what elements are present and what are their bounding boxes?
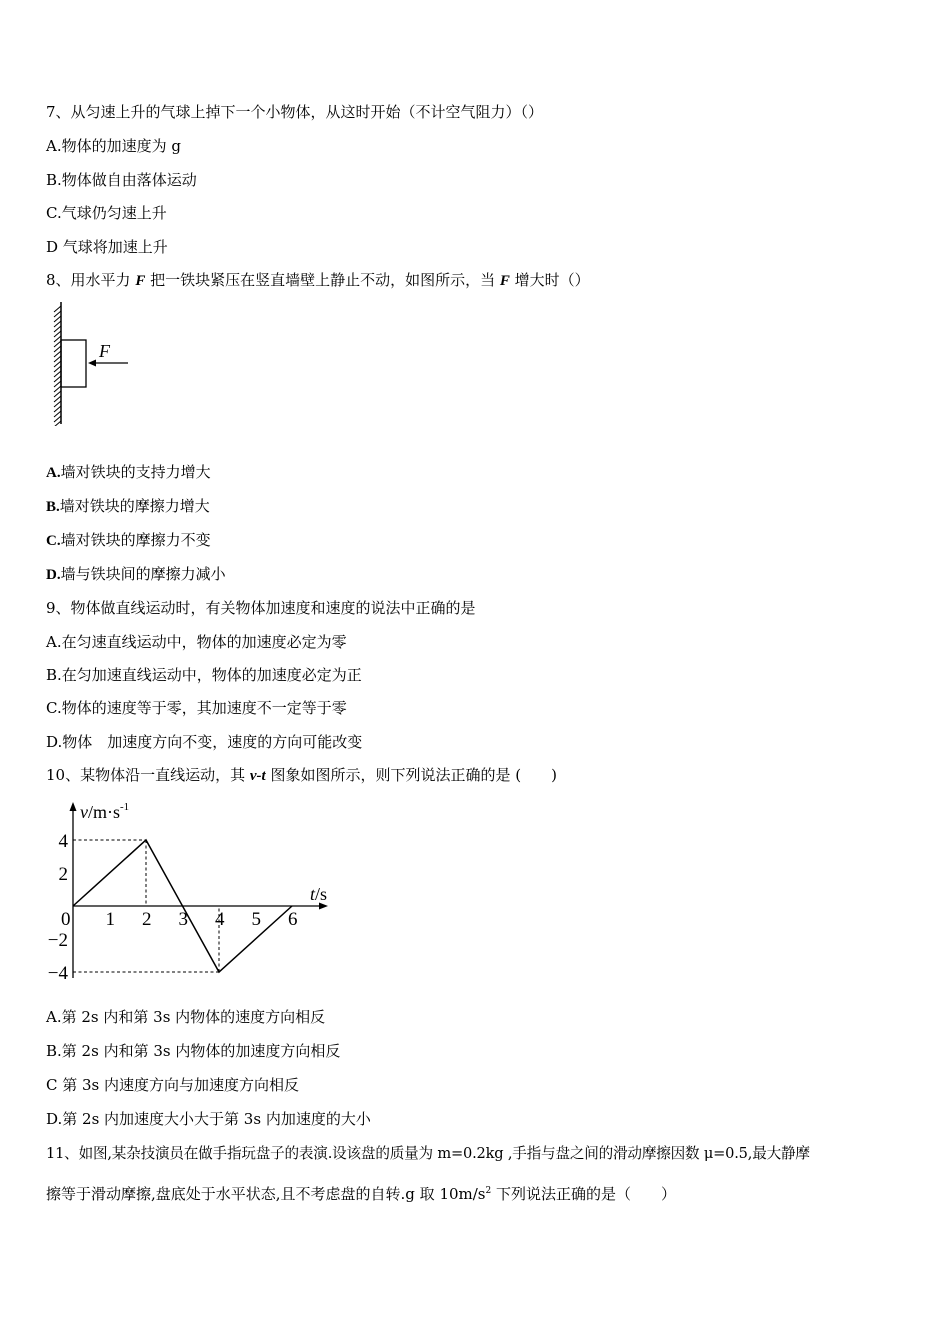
q9-option-b: B.在匀加速直线运动中，物体的加速度必定为正 — [46, 666, 362, 684]
q8-option-d-text: 墙与铁块间的摩擦力减小 — [60, 565, 226, 583]
hatch-mark — [54, 401, 61, 407]
y-axis-label — [80, 801, 129, 822]
q9-option-a: A.在匀速直线运动中，物体的加速度必定为零 — [46, 633, 347, 651]
q8-option-d-letter: D. — [46, 567, 61, 583]
y-tick-label: −2 — [47, 930, 68, 951]
y-axis-unit-exponent: -1 — [120, 801, 130, 813]
wall-block-diagram — [44, 302, 144, 426]
x-tick-label: 1 — [105, 909, 115, 930]
q11-stem-part: 下列说法正确的是（ ） — [491, 1185, 677, 1203]
q10-option-b: B.第 2s 内和第 3s 内物体的加速度方向相反 — [46, 1042, 341, 1060]
y-axis-unit: /m·s — [88, 802, 121, 822]
q8-option-c — [46, 531, 211, 550]
q10-option-c: C 第 3s 内速度方向与加速度方向相反 — [46, 1076, 300, 1094]
hatch-mark — [54, 311, 61, 317]
x-tick-labels — [61, 909, 298, 930]
y-axis-symbol: v — [80, 802, 88, 822]
x-tick-label: 3 — [178, 909, 188, 930]
q7-option-b: B.物体做自由落体运动 — [46, 171, 197, 189]
q8-force-symbol: F — [499, 273, 510, 289]
hatch-mark — [54, 416, 61, 422]
q8-option-b — [46, 497, 210, 516]
vt-graph — [44, 796, 344, 996]
q8-stem-part: 把一铁块紧压在竖直墙壁上静止不动，如图所示，当 — [145, 271, 500, 289]
q10-vt-symbol: v-t — [249, 768, 266, 784]
q8-option-b-letter: B. — [46, 499, 60, 515]
q7-option-a: A.物体的加速度为 g — [46, 137, 181, 155]
hatch-mark — [54, 331, 61, 337]
hatch-mark — [54, 356, 61, 362]
y-tick-label: 4 — [58, 831, 68, 852]
q8-option-a — [46, 463, 211, 482]
q8-option-a-text: 墙对铁块的支持力增大 — [60, 463, 211, 481]
q8-option-b-text: 墙对铁块的摩擦力增大 — [59, 497, 210, 515]
q8-option-c-letter: C. — [46, 533, 61, 549]
q8-option-c-text: 墙对铁块的摩擦力不变 — [60, 531, 211, 549]
x-tick-label: 6 — [288, 909, 298, 930]
hatch-mark — [54, 306, 61, 312]
q8-stem — [46, 271, 590, 290]
hatch-mark — [54, 316, 61, 322]
q11-stem-line2 — [46, 1182, 676, 1203]
iron-block — [61, 340, 86, 387]
q7-option-d: D 气球将加速上升 — [46, 238, 168, 256]
q8-stem-part: 8、用水平力 — [46, 271, 136, 289]
x-tick-label: 5 — [251, 909, 261, 930]
y-tick-label: −4 — [47, 963, 68, 984]
q10-stem — [46, 766, 557, 785]
hatch-mark — [54, 381, 61, 387]
hatch-mark — [54, 351, 61, 357]
hatch-mark — [54, 391, 61, 397]
hatch-mark — [54, 396, 61, 402]
q11-superscript: 2 — [485, 1186, 492, 1196]
q9-option-c: C.物体的速度等于零，其加速度不一定等于零 — [46, 699, 347, 717]
hatch-mark — [54, 361, 61, 367]
x-tick-label: 4 — [215, 909, 225, 930]
hatch-mark — [54, 341, 61, 347]
hatch-mark — [54, 346, 61, 352]
q11-stem-part: 擦等于滑动摩擦,盘底处于水平状态,且不考虑盘的自转.g 取 10m/s — [46, 1185, 486, 1203]
wall-hatching — [54, 306, 61, 426]
q9-option-d: D.物体 加速度方向不变，速度的方向可能改变 — [46, 733, 363, 751]
x-tick-label: 0 — [61, 909, 71, 930]
q10-stem-part: 图象如图所示，则下列说法正确的是 ( ) — [265, 766, 557, 784]
hatch-mark — [54, 371, 61, 377]
y-tick-labels — [48, 831, 69, 984]
q8-option-a-letter: A. — [46, 465, 61, 481]
hatch-mark — [54, 376, 61, 382]
hatch-mark — [54, 366, 61, 372]
hatch-mark — [54, 336, 61, 342]
q7-option-c: C.气球仍匀速上升 — [46, 204, 167, 222]
q8-option-d — [46, 565, 226, 584]
hatch-mark — [54, 321, 61, 327]
q9-stem: 9、物体做直线运动时，有关物体加速度和速度的说法中正确的是 — [46, 599, 476, 617]
x-axis-label — [310, 884, 327, 904]
y-axis-arrowhead — [70, 802, 77, 811]
x-tick-label: 2 — [142, 909, 152, 930]
hatch-mark — [54, 386, 61, 392]
hatch-mark — [54, 326, 61, 332]
x-axis-symbol: t — [310, 884, 316, 904]
hatch-mark — [54, 411, 61, 417]
q10-option-d: D.第 2s 内加速度大小大于第 3s 内加速度的大小 — [46, 1110, 371, 1128]
q7-stem: 7、从匀速上升的气球上掉下一个小物体，从这时开始（不计空气阻力）（） — [46, 103, 544, 121]
hatch-mark — [54, 406, 61, 412]
q10-stem-part: 10、某物体沿一直线运动，其 — [46, 766, 250, 784]
x-axis-unit: /s — [315, 884, 328, 904]
q8-stem-part: 增大时（） — [509, 271, 590, 289]
q11-stem-line1: 11、如图,某杂技演员在做手指玩盘子的表演.设该盘的质量为 m=0.2kg ,手指与盘之间的滑动摩擦因数 μ=0.5,最大静摩 — [46, 1145, 810, 1162]
q8-force-symbol: F — [135, 273, 146, 289]
y-tick-label: 2 — [58, 864, 68, 885]
force-arrowhead — [88, 360, 96, 367]
q10-option-a: A.第 2s 内和第 3s 内物体的速度方向相反 — [46, 1008, 326, 1026]
force-label: F — [99, 341, 110, 361]
